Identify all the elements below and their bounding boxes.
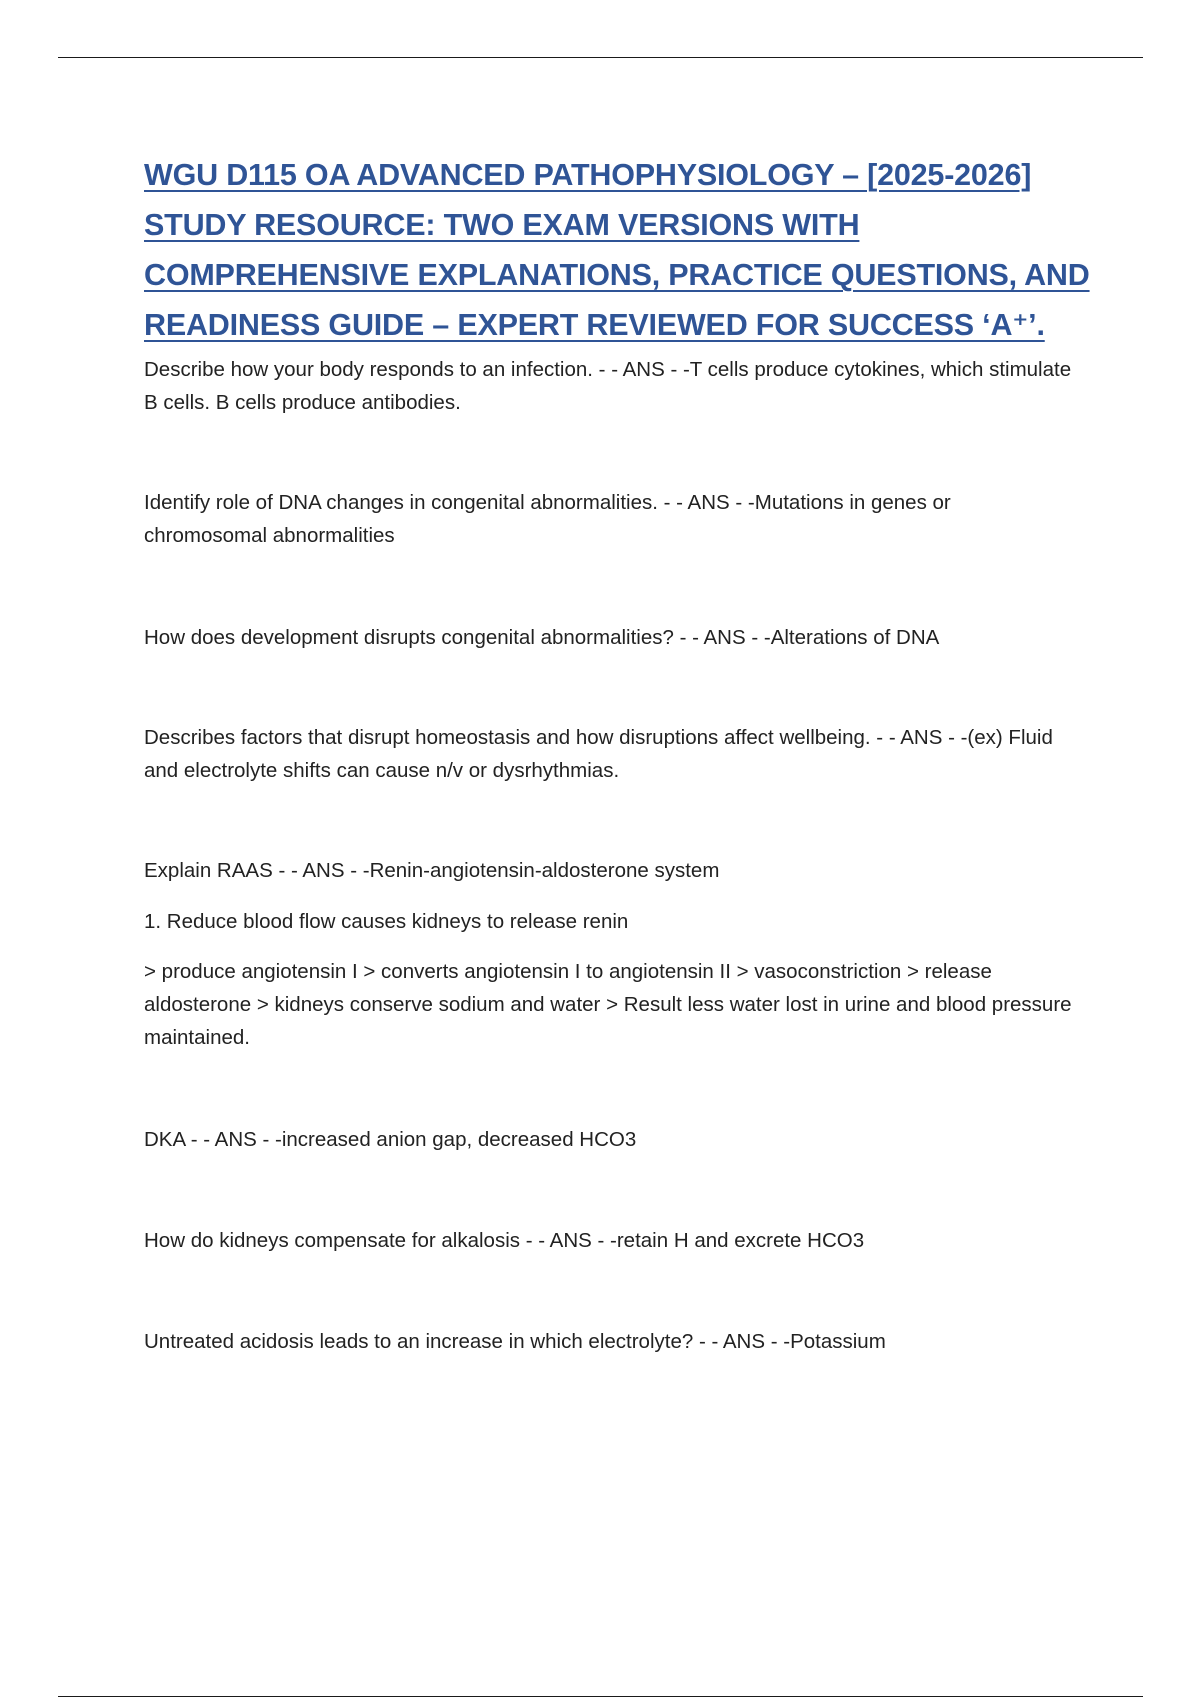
question-text: Identify role of DNA changes in congenital abnormalities. bbox=[144, 491, 658, 514]
raas-pathway: > produce angiotensin I > converts angiotensin I to angiotensin II > vasoconstriction > release aldosterone > kidneys conserve sodium and water > Result less water lost in urine and blood pressure maintained. bbox=[144, 960, 1072, 1049]
title-line: COMPREHENSIVE EXPLANATIONS, PRACTICE QUESTIONS, AND bbox=[144, 258, 1090, 292]
question-text: How do kidneys compensate for alkalosis bbox=[144, 1229, 521, 1252]
qa-item bbox=[144, 854, 1074, 887]
answer-separator: - - ANS - - bbox=[592, 358, 690, 381]
answer-text: Mutations in genes or chromosomal abnormalities bbox=[144, 491, 951, 547]
answer-text: Potassium bbox=[790, 1330, 886, 1353]
qa-item bbox=[144, 486, 1074, 552]
document-body bbox=[144, 150, 1090, 1353]
answer-text: increased anion gap, decreased HCO3 bbox=[281, 1128, 637, 1151]
bottom-rule bbox=[58, 1696, 1143, 1697]
question-text: How does development disrupts congenital abnormalities? bbox=[144, 626, 674, 649]
qa-item bbox=[144, 353, 1074, 419]
question-text: Describe how your body responds to an infection. bbox=[144, 358, 593, 381]
title-line: WGU D115 OA ADVANCED PATHOPHYSIOLOGY – [2025-2026] bbox=[144, 158, 1032, 192]
answer-text: T cells produce cytokines, which stimulate B cells. B cells produce antibodies. bbox=[144, 358, 1072, 414]
question-text: Describes factors that disrupt homeostasis and how disruptions affect wellbeing. bbox=[144, 726, 871, 749]
answer-text: Renin-angiotensin-aldosterone system bbox=[369, 859, 720, 882]
question-text: DKA bbox=[144, 1128, 186, 1151]
qa-item bbox=[144, 621, 1074, 654]
top-rule bbox=[58, 57, 1143, 58]
title-line: READINESS GUIDE – EXPERT REVIEWED FOR SUCCESS ‘A⁺’. bbox=[144, 308, 1045, 342]
answer-separator: - - ANS - - bbox=[870, 726, 968, 749]
question-text: Untreated acidosis leads to an increase in which electrolyte? bbox=[144, 1330, 694, 1353]
answer-separator: - - ANS - - bbox=[185, 1128, 282, 1151]
title-line: STUDY RESOURCE: TWO EXAM VERSIONS WITH bbox=[144, 208, 860, 242]
answer-separator: - - ANS - - bbox=[657, 491, 755, 514]
question-text: Explain RAAS bbox=[144, 859, 273, 882]
qa-item bbox=[144, 1123, 1074, 1156]
qa-item bbox=[144, 1224, 1074, 1257]
answer-separator: - - ANS - - bbox=[673, 626, 771, 649]
document-title bbox=[144, 150, 1090, 350]
qa-item bbox=[144, 1325, 1074, 1358]
raas-step: 1. Reduce blood flow causes kidneys to release renin bbox=[144, 910, 629, 933]
answer-text: (ex) Fluid and electrolyte shifts can cause n/v or dysrhythmias. bbox=[144, 726, 1053, 782]
answer-separator: - - ANS - - bbox=[520, 1229, 617, 1252]
answer-separator: - - ANS - - bbox=[272, 859, 370, 882]
qa-item bbox=[144, 721, 1074, 787]
answer-text: retain H and excrete HCO3 bbox=[616, 1229, 865, 1252]
answer-separator: - - ANS - - bbox=[693, 1330, 791, 1353]
answer-text: Alterations of DNA bbox=[770, 626, 940, 649]
